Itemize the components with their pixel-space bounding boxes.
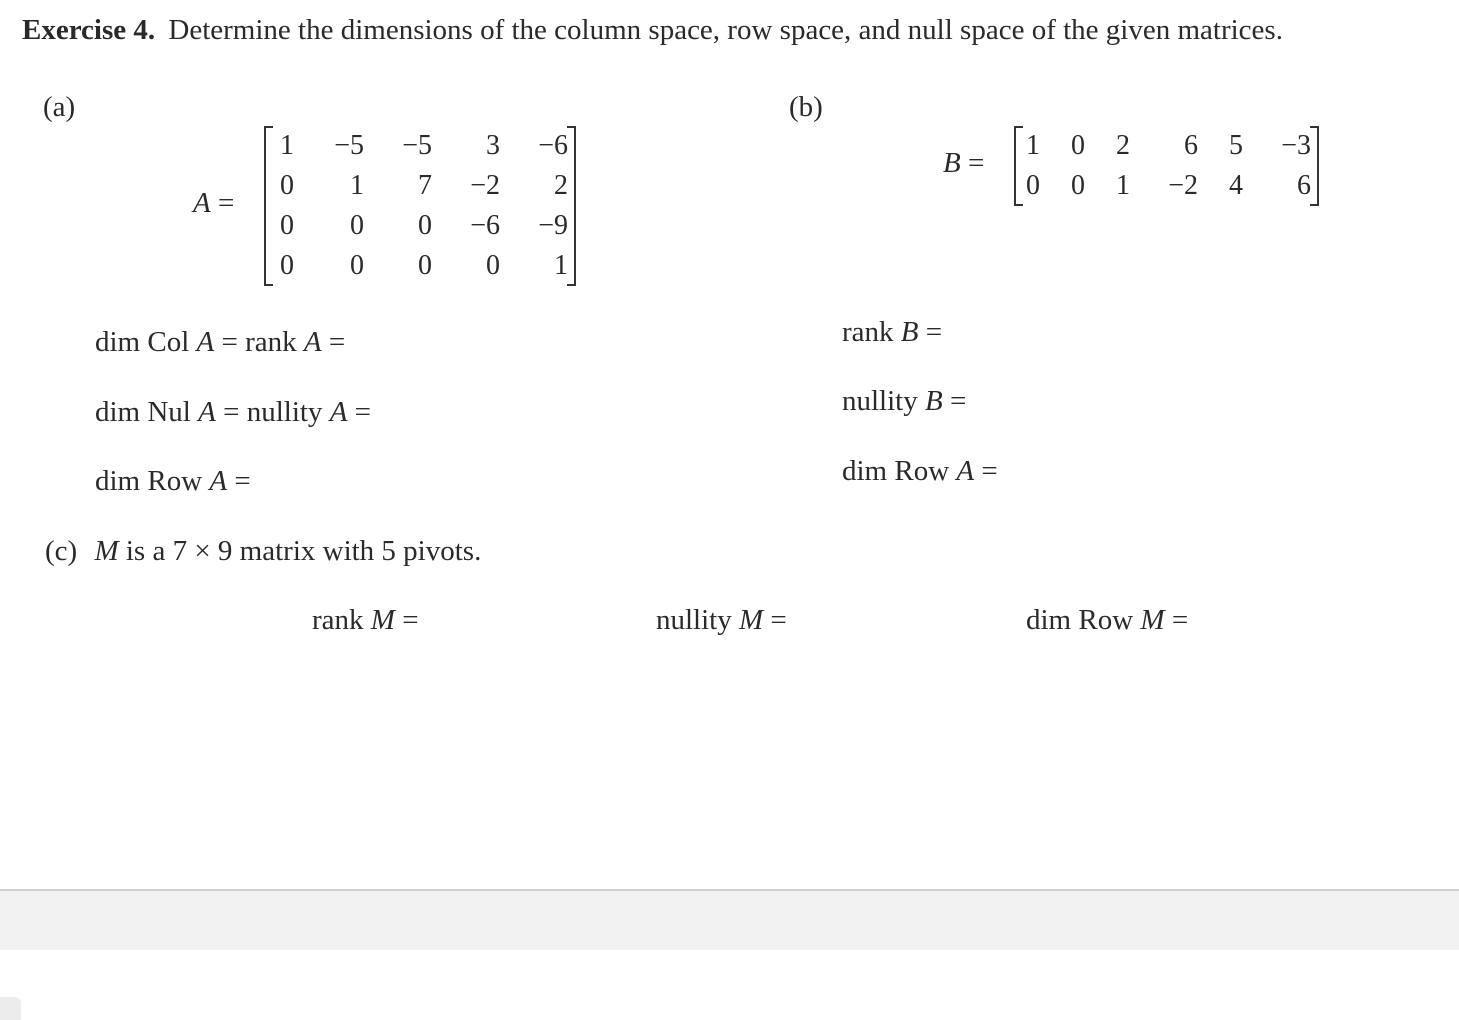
part-b-question-nullity: nullity B =	[842, 385, 967, 417]
matrix-a-cell-r3-c5: −9	[538, 210, 568, 241]
part-a-label: (a)	[43, 91, 76, 123]
exercise-label: Exercise 4.	[22, 14, 156, 46]
matrix-b-cell-r1-c2: 0	[1071, 130, 1085, 161]
part-b-label: (b)	[789, 91, 823, 123]
matrix-b-cell-r2-c3: 1	[1116, 170, 1130, 201]
matrix-b-equals: =	[967, 147, 985, 179]
exercise-instruction: Determine the dimensions of the column space, row space, and null space of the given matrices.	[168, 14, 1283, 46]
part-c-question-nullity: nullity M =	[656, 604, 787, 636]
matrix-b-cell-r2-c4: −2	[1168, 170, 1198, 201]
matrix-a-cell-r2-c3: 7	[418, 170, 432, 201]
matrix-a-cell-r3-c1: 0	[280, 210, 294, 241]
matrix-a-cell-r2-c5: 2	[554, 170, 568, 201]
matrix-a-cell-r2-c4: −2	[470, 170, 500, 201]
matrix-b-cell-r1-c6: −3	[1281, 130, 1311, 161]
part-a-question-row: dim Row A =	[95, 465, 251, 497]
matrix-a-cell-r3-c4: −6	[470, 210, 500, 241]
matrix-a-cell-r1-c2: −5	[334, 130, 364, 161]
matrix-a-cell-r2-c1: 0	[280, 170, 294, 201]
matrix-a-cell-r4-c5: 1	[554, 250, 568, 281]
matrix-b-bracket-tr	[1310, 126, 1317, 128]
matrix-b-cell-r1-c1: 1	[1026, 130, 1040, 161]
matrix-a-cell-r1-c5: −6	[538, 130, 568, 161]
matrix-b-cell-r1-c4: 6	[1184, 130, 1198, 161]
matrix-b-cell-r2-c5: 4	[1229, 170, 1243, 201]
matrix-a-cell-r4-c3: 0	[418, 250, 432, 281]
matrix-b-equation-lhs	[943, 147, 984, 180]
part-c-statement	[45, 535, 481, 568]
matrix-a-bracket-tr	[567, 126, 574, 128]
matrix-b-bracket-tl	[1016, 126, 1023, 128]
matrix-a-cell-r1-c1: 1	[280, 130, 294, 161]
corner-tab[interactable]	[0, 997, 21, 1020]
matrix-a-bracket-bl	[266, 284, 273, 286]
matrix-b-cell-r2-c6: 6	[1297, 170, 1311, 201]
matrix-a-cell-r2-c2: 1	[350, 170, 364, 201]
part-a-question-nul: dim Nul A = nullity A =	[95, 396, 372, 428]
part-b-question-row: dim Row A =	[842, 455, 998, 487]
part-b-question-rank: rank B =	[842, 316, 943, 348]
matrix-a-cell-r4-c1: 0	[280, 250, 294, 281]
matrix-a-bracket-tl	[266, 126, 273, 128]
part-c-label: (c)	[45, 535, 78, 567]
exercise-heading	[22, 14, 1283, 47]
matrix-b	[1014, 126, 1319, 206]
matrix-a-bracket-br	[567, 284, 574, 286]
matrix-a-name: A	[193, 187, 211, 219]
matrix-b-cell-r1-c3: 2	[1116, 130, 1130, 161]
part-c-var: M	[94, 535, 119, 567]
matrix-a-cell-r1-c4: 3	[486, 130, 500, 161]
matrix-b-bracket-bl	[1016, 204, 1023, 206]
matrix-a-cell-r1-c3: −5	[402, 130, 432, 161]
part-c-text: is a 7 × 9 matrix with 5 pivots.	[118, 535, 482, 567]
matrix-a-cell-r4-c2: 0	[350, 250, 364, 281]
matrix-a-equals: =	[217, 187, 235, 219]
matrix-a-cell-r3-c3: 0	[418, 210, 432, 241]
matrix-b-cell-r1-c5: 5	[1229, 130, 1243, 161]
matrix-b-cell-r2-c2: 0	[1071, 170, 1085, 201]
matrix-a-cell-r3-c2: 0	[350, 210, 364, 241]
part-c-question-row: dim Row M =	[1026, 604, 1189, 636]
matrix-b-cell-r2-c1: 0	[1026, 170, 1040, 201]
part-a-question-col: dim Col A = rank A =	[95, 326, 346, 358]
part-c-question-rank: rank M =	[312, 604, 419, 636]
matrix-a-cell-r4-c4: 0	[486, 250, 500, 281]
matrix-a-equation-lhs	[193, 187, 234, 220]
matrix-b-bracket-br	[1310, 204, 1317, 206]
matrix-b-name: B	[943, 147, 961, 179]
footer-band	[0, 889, 1459, 950]
matrix-a	[264, 126, 576, 286]
